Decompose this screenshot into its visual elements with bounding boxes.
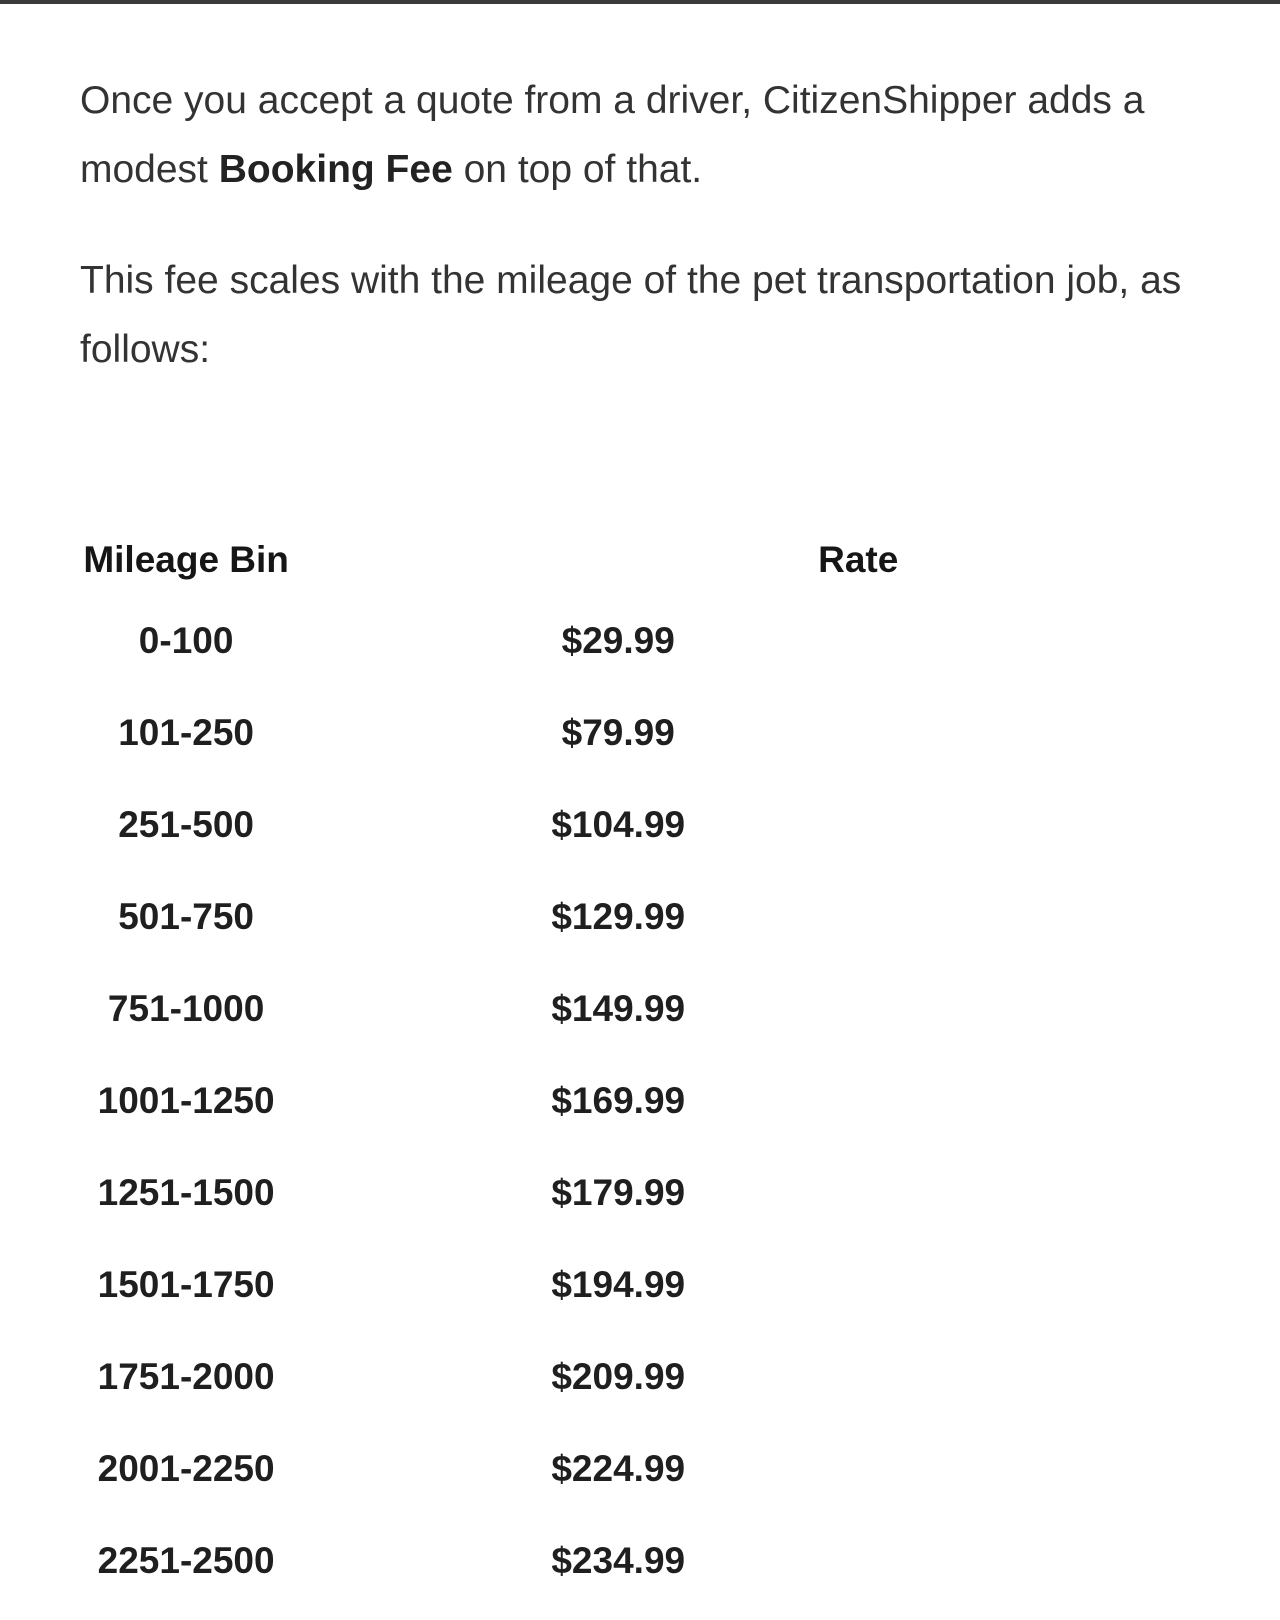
- header-rate: [292, 525, 980, 595]
- rate-cell: [292, 779, 980, 871]
- booking-fee-emphasis: Booking Fee: [218, 148, 453, 191]
- rate-value: $129.99: [551, 896, 686, 937]
- mileage-bin-cell: 1251-1500: [97, 1172, 275, 1213]
- table-row: [80, 1055, 980, 1147]
- mileage-bin-cell: 2251-2500: [97, 1540, 275, 1581]
- rate-value: $224.99: [551, 1448, 686, 1489]
- rate-cell: [292, 963, 980, 1055]
- rate-value: $29.99: [561, 620, 675, 661]
- rate-value: $209.99: [551, 1356, 686, 1397]
- rate-value: $104.99: [551, 804, 686, 845]
- table-row: [80, 871, 980, 963]
- rate-cell: [292, 687, 980, 779]
- mileage-bin-cell: 0-100: [138, 620, 234, 661]
- intro-paragraph: [80, 66, 1200, 204]
- mileage-bin-cell: 1501-1750: [97, 1264, 275, 1305]
- fee-scale-paragraph: This fee scales with the mileage of the pet transportation job, as follows:: [80, 259, 1182, 371]
- rate-cell: [292, 871, 980, 963]
- intro-text-end: on top of that.: [452, 148, 703, 191]
- rate-cell: [292, 1331, 980, 1423]
- rate-value: $179.99: [551, 1172, 686, 1213]
- table-row: [80, 1423, 980, 1515]
- mileage-bin-cell: 1001-1250: [97, 1080, 275, 1121]
- table-header-row: [80, 525, 980, 595]
- mileage-bin-cell: 251-500: [118, 804, 255, 845]
- table-body: [80, 595, 980, 1607]
- rate-value: $169.99: [551, 1080, 686, 1121]
- rate-value: $149.99: [551, 988, 686, 1029]
- mileage-bin-cell: 2001-2250: [97, 1448, 275, 1489]
- mileage-bin-cell: 501-750: [118, 896, 255, 937]
- table-row: [80, 1147, 980, 1239]
- table-row: [80, 779, 980, 871]
- table-row: [80, 595, 980, 687]
- header-mileage-bin: Mileage Bin: [83, 539, 289, 580]
- table-row: [80, 963, 980, 1055]
- intro-text-start: Once you accept a quote from a driver, CitizenShipper adds a modest: [80, 79, 1145, 191]
- mileage-bin-cell: 101-250: [118, 712, 255, 753]
- rate-value: $79.99: [561, 712, 675, 753]
- rate-cell: [292, 1239, 980, 1331]
- header-rate-label: Rate: [818, 539, 899, 580]
- mileage-bin-cell: 751-1000: [107, 988, 265, 1029]
- rate-cell: [292, 595, 980, 687]
- table-row: [80, 1515, 980, 1607]
- table-row: [80, 1331, 980, 1423]
- table-row: [80, 1239, 980, 1331]
- rate-value: $234.99: [551, 1540, 686, 1581]
- article-body: [80, 66, 1200, 384]
- booking-fee-table: [80, 525, 980, 1607]
- rate-value: $194.99: [551, 1264, 686, 1305]
- mileage-bin-cell: 1751-2000: [97, 1356, 275, 1397]
- rate-cell: [292, 1147, 980, 1239]
- rate-cell: [292, 1055, 980, 1147]
- rate-cell: [292, 1515, 980, 1607]
- top-divider: [0, 0, 1280, 4]
- table-row: [80, 687, 980, 779]
- rate-cell: [292, 1423, 980, 1515]
